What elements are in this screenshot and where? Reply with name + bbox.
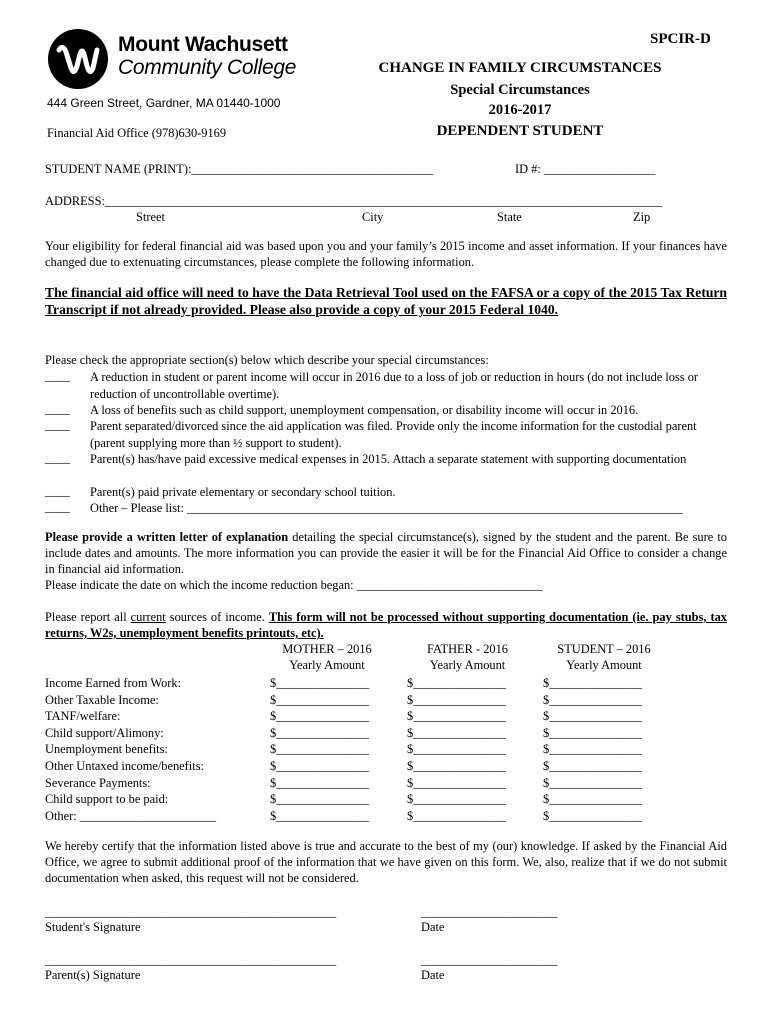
circumstance-text: A loss of benefits such as child support, unemployment compensation, or disability income will occur in 2016. (90, 403, 639, 417)
reduction-date-field[interactable]: Please indicate the date on which the income reduction began: ______________________________ (45, 578, 543, 592)
student-type: DEPENDENT STUDENT (436, 123, 604, 139)
checkbox-blank[interactable]: ____ (45, 369, 70, 383)
letter-bold: Please provide a written letter of explanation (45, 530, 289, 544)
mother-amount-field[interactable]: $_______________ (270, 808, 370, 823)
circumstance-text: Parent separated/divorced since the aid application was filed. Provide only the income information for the custodial parent (parent supplying more than ½ support to student). (90, 419, 697, 450)
mother-amount-field[interactable]: $_______________ (270, 692, 370, 707)
checkbox-blank[interactable]: ____ (45, 451, 70, 465)
parent-date-line[interactable]: ______________________ (421, 953, 558, 967)
form-code: SPCIR-D (650, 31, 711, 47)
mother-amount-field[interactable]: $_______________ (270, 792, 370, 807)
income-row-label: Child support/Alimony: (45, 725, 164, 740)
student-amount-field[interactable]: $_______________ (543, 709, 643, 724)
student-name-field[interactable]: STUDENT NAME (PRINT):_______________________________________ (45, 162, 434, 176)
checkbox-blank[interactable]: ____ (45, 418, 70, 432)
mother-amount-field[interactable]: $_______________ (270, 725, 370, 740)
student-signature-line[interactable]: _______________________________________________ (45, 905, 337, 919)
student-amount-field[interactable]: $_______________ (543, 692, 643, 707)
father-amount-field[interactable]: $_______________ (407, 792, 507, 807)
col-father-sub: Yearly Amount (429, 658, 506, 672)
checkbox-blank[interactable]: ____ (45, 402, 70, 416)
letter-rest: detailing the special circumstance(s), signed by the student and the parent. Be sure to include dates and amounts. The more information you can provide the easier it will be for the Financial Aid Office to consider a change in financial aid information. (45, 530, 728, 576)
college-logo (47, 28, 109, 90)
check-intro: Please check the appropriate section(s) below which describe your special circumstances: (45, 353, 489, 367)
income-intro-bold: This form will not be processed without supporting documentation (ie. pay stubs, tax returns, W2s, unemployment benefits printouts, etc). (45, 610, 727, 640)
form-title: CHANGE IN FAMILY CIRCUMSTANCES (378, 60, 662, 76)
student-amount-field[interactable]: $_______________ (543, 759, 643, 773)
mother-amount-field[interactable]: $_______________ (270, 775, 370, 790)
income-intro-a: Please report all (45, 610, 131, 624)
income-row-label[interactable]: Other: ______________________ (45, 808, 217, 823)
father-amount-field[interactable]: $_______________ (407, 808, 507, 823)
col-student-head: STUDENT – 2016 (557, 642, 651, 656)
circumstance-text: Parent(s) paid private elementary or secondary school tuition. (90, 485, 396, 499)
college-address: 444 Green Street, Gardner, MA 01440-1000 (47, 96, 281, 110)
eligibility-intro: Your eligibility for federal financial aid was based upon you and your family’s 2015 income and asset information. If your finances have changed due to extenuating circumstances, please complete the following information. (45, 239, 727, 269)
income-row-label: Other Taxable Income: (45, 692, 159, 707)
checkbox-blank[interactable]: ____ (45, 484, 70, 498)
parent-date-label: Date (421, 968, 445, 982)
student-amount-field[interactable]: $_______________ (543, 676, 643, 690)
student-amount-field[interactable]: $_______________ (543, 725, 643, 740)
income-row-label: Income Earned from Work: (45, 676, 182, 690)
mother-amount-field[interactable]: $_______________ (270, 759, 370, 773)
student-amount-field[interactable]: $_______________ (543, 775, 643, 790)
parent-signature-label: Parent(s) Signature (45, 968, 141, 982)
address-state-label: State (497, 210, 522, 224)
student-date-label: Date (421, 920, 445, 934)
father-amount-field[interactable]: $_______________ (407, 709, 507, 724)
income-intro-b: sources of income. (165, 610, 269, 624)
form-subtitle: Special Circumstances (450, 82, 590, 98)
income-intro (45, 609, 727, 641)
col-mother-sub: Yearly Amount (289, 658, 365, 672)
income-row-label: Severance Payments: (45, 775, 151, 790)
col-student-sub: Yearly Amount (566, 658, 642, 672)
parent-signature-line[interactable]: _______________________________________________ (45, 953, 337, 967)
student-amount-field[interactable]: $_______________ (543, 808, 643, 823)
father-amount-field[interactable]: $_______________ (407, 676, 507, 690)
father-amount-field[interactable]: $_______________ (407, 692, 507, 707)
mother-amount-field[interactable]: $_______________ (270, 676, 370, 690)
father-amount-field[interactable]: $_______________ (407, 725, 507, 740)
college-name-line1: Mount Wachusett (118, 33, 288, 56)
col-mother-head: MOTHER – 2016 (282, 642, 372, 656)
father-amount-field[interactable]: $_______________ (407, 742, 507, 757)
father-amount-field[interactable]: $_______________ (407, 775, 507, 790)
certification-paragraph: We hereby certify that the information listed above is true and accurate to the best of my (our) knowledge. If asked by the Financial Aid Office, we agree to submit additional proof of the information that we have given on this form. We, also, realize that if we do not submit documentation when asked, this request will not be considered. (45, 839, 727, 885)
income-intro-current: current (130, 610, 166, 624)
w-logo-icon (47, 28, 109, 90)
circumstance-other-text[interactable]: Other – Please list: ________________________________________________________________________________ (90, 501, 683, 515)
mother-amount-field[interactable]: $_______________ (270, 742, 370, 757)
checkbox-blank[interactable]: ____ (45, 500, 70, 514)
student-signature-label: Student's Signature (45, 920, 141, 934)
financial-aid-office: Financial Aid Office (978)630-9169 (47, 126, 227, 140)
income-row-label: TANF/welfare: (45, 709, 121, 724)
circumstance-text: Parent(s) has/have paid excessive medical expenses in 2015. Attach a separate statement with supporting documentation (90, 452, 687, 466)
address-city-label: City (362, 210, 384, 224)
address-field[interactable]: ADDRESS:__________________________________________________________________________________________ (45, 194, 663, 208)
income-row-label: Other Untaxed income/benefits: (45, 759, 204, 773)
income-row-label: Unemployment benefits: (45, 742, 168, 757)
address-zip-label: Zip (633, 210, 651, 224)
father-amount-field[interactable]: $_______________ (407, 759, 507, 773)
student-amount-field[interactable]: $_______________ (543, 742, 643, 757)
col-father-head: FATHER - 2016 (427, 642, 508, 656)
student-id-field[interactable]: ID #: __________________ (515, 162, 656, 176)
form-year: 2016-2017 (488, 102, 552, 118)
address-street-label: Street (136, 210, 165, 224)
income-row-label: Child support to be paid: (45, 792, 169, 807)
student-amount-field[interactable]: $_______________ (543, 792, 643, 807)
mother-amount-field[interactable]: $_______________ (270, 709, 370, 724)
student-date-line[interactable]: ______________________ (421, 905, 558, 919)
college-name-line2: Community College (118, 56, 297, 79)
circumstance-text: A reduction in student or parent income will occur in 2016 due to a loss of job or reduction in hours (do not include loss or reduction of uncontrollable overtime). (90, 370, 699, 401)
letter-paragraph (45, 529, 727, 577)
notice-paragraph: The financial aid office will need to have the Data Retrieval Tool used on the FAFSA or a copy of the 2015 Tax Return Transcript if not already provided. Please also provide a copy of your 2015 Federal 1040. (45, 285, 727, 317)
